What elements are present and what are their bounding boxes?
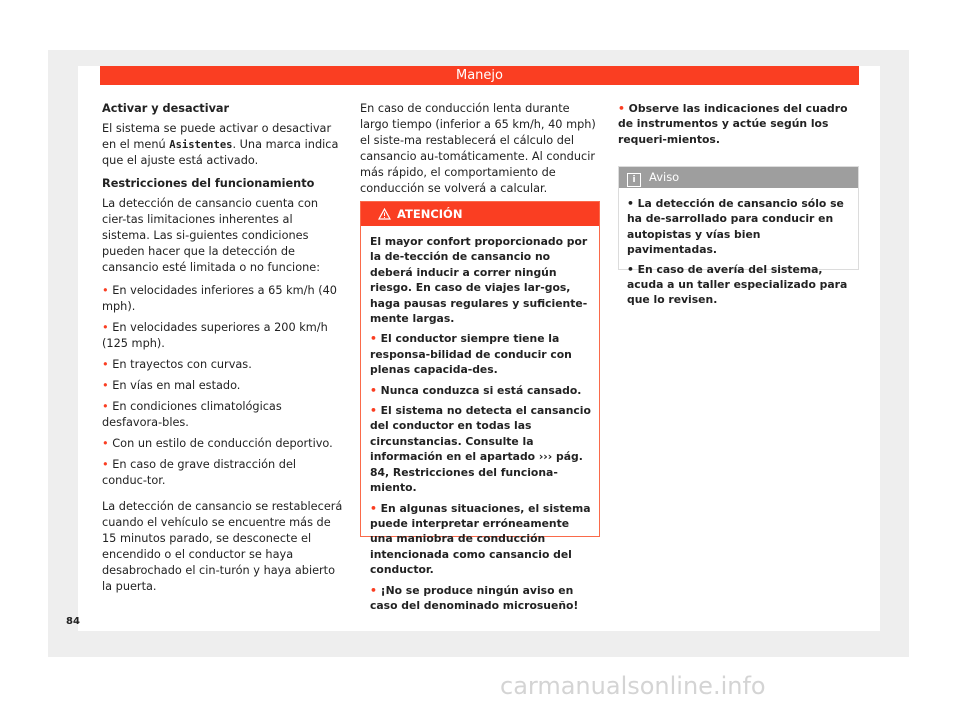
list-item: • El sistema no detecta el cansancio del conductor en todas las circunstancias. Consulte la información en el apartado ››› pág. 84, Restricciones del funciona-miento. bbox=[370, 404, 591, 495]
column-middle bbox=[360, 101, 600, 204]
heading-restricciones: Restricciones del funcionamiento bbox=[102, 177, 315, 190]
page-number: 84 bbox=[66, 616, 80, 627]
paragraph-activar: El sistema se puede activar o desactivar en el menú Asistentes. Una marca indica que el ajuste está activado. bbox=[102, 122, 339, 167]
warning-triangle-icon bbox=[378, 204, 391, 228]
list-item: • En algunas situaciones, el sistema puede interpretar erróneamente una maniobra de conducción intencionada como cansancio del conductor. bbox=[370, 501, 591, 577]
list-item: • En caso de grave distracción del conduc-tor. bbox=[102, 458, 297, 487]
list-item: • El conductor siempre tiene la responsa-bilidad de conducir con plenas capacida-des. bbox=[370, 332, 572, 377]
list-item: • Nunca conduzca si está cansado. bbox=[370, 383, 582, 397]
notice-header bbox=[619, 167, 858, 188]
warning-intro: El mayor confort proporcionado por la de-tección de cansancio no deberá inducir a correr ningún riesgo. En caso de viajes lar-gos, haga pausas regulares y suficiente-mente largas. bbox=[370, 235, 588, 326]
list-item: • En trayectos con curvas. bbox=[102, 358, 252, 371]
paragraph-restricciones: La detección de cansancio cuenta con cier-tas limitaciones inherentes al sistema. Las si-guientes condiciones pueden hacer que la detección de cansancio esté limitada o no funcione: bbox=[102, 197, 321, 274]
column-right bbox=[618, 101, 860, 154]
list-item: • En condiciones climatológicas desfavora-bles. bbox=[102, 400, 282, 429]
section-header: Manejo bbox=[100, 66, 859, 85]
info-icon: i bbox=[627, 173, 641, 187]
paragraph-conduccion-lenta: En caso de conducción lenta durante largo tiempo (inferior a 65 km/h, 40 mph) el siste-ma restablecerá el cálculo del cansancio au-tomáticamente. Al conducir más rápido, el comportamiento de conducción se volverá a calcular. bbox=[360, 102, 596, 195]
list-item: • ¡No se produce ningún aviso en caso del denominado microsueño! bbox=[370, 583, 579, 612]
list-item: • La detección de cansancio sólo se ha de-sarrollado para conducir en autopistas y vías bien pavimentadas. bbox=[627, 197, 844, 257]
list-item: • En caso de avería del sistema, acuda a un taller especializado para que lo revisen. bbox=[627, 262, 848, 307]
notice-body bbox=[619, 188, 858, 308]
warning-body bbox=[361, 226, 599, 613]
warning-header bbox=[361, 202, 599, 226]
menu-name: Asistentes bbox=[169, 139, 233, 151]
notice-title: Aviso bbox=[649, 170, 680, 184]
heading-activar: Activar y desactivar bbox=[102, 102, 230, 115]
paragraph-restablecer: La detección de cansancio se restablecerá cuando el vehículo se encuentre más de 15 minutos parado, se desconecte el encendido o el conductor se haya desabrochado el cin-turón y haya abierto la puerta. bbox=[102, 500, 343, 593]
notice-box bbox=[618, 166, 859, 307]
watermark: carmanualsonline.info bbox=[500, 672, 766, 700]
list-item: • En vías en mal estado. bbox=[102, 379, 241, 392]
warning-box bbox=[360, 201, 600, 612]
list-item: • En velocidades inferiores a 65 km/h (40 mph). bbox=[102, 284, 337, 313]
list-item: • Con un estilo de conducción deportivo. bbox=[102, 437, 333, 450]
column-left bbox=[102, 101, 343, 602]
list-item: • En velocidades superiores a 200 km/h (125 mph). bbox=[102, 321, 328, 350]
warning-title: ATENCIÓN bbox=[397, 207, 463, 221]
list-item: • Observe las indicaciones del cuadro de instrumentos y actúe según los requeri-mientos. bbox=[618, 102, 848, 146]
